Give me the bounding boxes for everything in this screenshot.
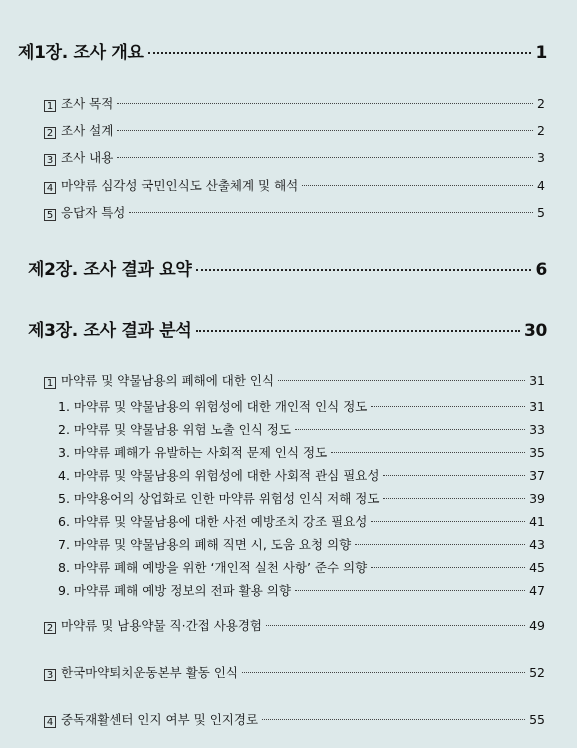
section-title: 조사 목적 xyxy=(61,96,114,111)
section-number-box: 3 xyxy=(44,154,56,166)
section-title: 응답자 특성 xyxy=(61,205,126,220)
toc-chapter-2[interactable] xyxy=(28,255,547,280)
section-title: 중독재활센터 인지 여부 및 인지경로 xyxy=(61,712,259,727)
section-page: 3 xyxy=(537,150,545,165)
section-number-box: 2 xyxy=(44,622,56,634)
dot-leader xyxy=(262,719,525,720)
subitem-title: 6. 마약류 및 약물남용에 대한 사전 예방조치 강조 필요성 xyxy=(58,514,368,529)
subitem-page: 39 xyxy=(529,491,545,506)
subitem-page: 43 xyxy=(529,537,545,552)
dot-leader xyxy=(383,498,525,499)
section-title: 한국마약퇴치운동본부 활동 인식 xyxy=(61,665,238,680)
toc-chapter-3[interactable] xyxy=(28,316,547,341)
subitem-title: 7. 마약류 및 약물남용의 폐해 직면 시, 도움 요청 의향 xyxy=(58,537,352,552)
section-page: 49 xyxy=(529,618,545,633)
section-number-box: 4 xyxy=(44,182,56,194)
toc-section[interactable] xyxy=(44,94,545,112)
section-page: 55 xyxy=(529,712,545,727)
dot-leader xyxy=(117,130,533,131)
section-page: 4 xyxy=(537,178,545,193)
section-number-box: 1 xyxy=(44,100,56,112)
dot-leader xyxy=(117,103,533,104)
subitem-page: 47 xyxy=(529,583,545,598)
dot-leader xyxy=(295,590,525,591)
subitem-title: 1. 마약류 및 약물남용의 위험성에 대한 개인적 인식 정도 xyxy=(58,399,368,414)
toc-section[interactable] xyxy=(44,176,545,194)
dot-leader xyxy=(383,475,525,476)
section-title: 마약류 및 남용약물 직·간접 사용경험 xyxy=(61,618,262,633)
section-page: 2 xyxy=(537,123,545,138)
dot-leader xyxy=(371,406,525,407)
subitem-title: 2. 마약류 및 약물남용 위험 노출 인식 정도 xyxy=(58,422,291,437)
section-page: 52 xyxy=(529,665,545,680)
toc-section[interactable] xyxy=(44,371,545,389)
dot-leader xyxy=(371,567,525,568)
section-page: 31 xyxy=(529,373,545,388)
chapter-page: 30 xyxy=(523,321,547,341)
toc-subitem[interactable] xyxy=(58,512,545,530)
dot-leader xyxy=(196,269,532,271)
chapter-page: 1 xyxy=(535,43,547,63)
toc-subitem[interactable] xyxy=(58,397,545,415)
toc-subitem[interactable] xyxy=(58,535,545,553)
dot-leader xyxy=(331,452,525,453)
subitem-page: 33 xyxy=(529,422,545,437)
subitem-title: 4. 마약류 및 약물남용의 위험성에 대한 사회적 관심 필요성 xyxy=(58,468,380,483)
dot-leader xyxy=(355,544,525,545)
toc-chapter-1[interactable] xyxy=(18,38,547,63)
toc-section[interactable] xyxy=(44,121,545,139)
section-number-box: 1 xyxy=(44,377,56,389)
toc-subitem[interactable] xyxy=(58,443,545,461)
dot-leader xyxy=(129,212,533,213)
dot-leader xyxy=(266,625,525,626)
subitem-page: 35 xyxy=(529,445,545,460)
chapter-title: 제1장. 조사 개요 xyxy=(18,43,144,63)
section-page: 5 xyxy=(537,205,545,220)
section-title: 마약류 및 약물남용의 폐해에 대한 인식 xyxy=(61,373,275,388)
dot-leader xyxy=(302,185,533,186)
toc-section[interactable] xyxy=(44,663,545,681)
section-page: 2 xyxy=(537,96,545,111)
chapter-title: 제3장. 조사 결과 분석 xyxy=(28,321,192,341)
section-number-box: 2 xyxy=(44,127,56,139)
toc-section[interactable] xyxy=(44,203,545,221)
toc-subitem[interactable] xyxy=(58,466,545,484)
toc-section[interactable] xyxy=(44,710,545,728)
section-number-box: 5 xyxy=(44,209,56,221)
toc-section[interactable] xyxy=(44,148,545,166)
dot-leader xyxy=(117,157,533,158)
subitem-title: 8. 마약류 폐해 예방을 위한 ‘개인적 실천 사항’ 준수 의향 xyxy=(58,560,368,575)
subitem-page: 37 xyxy=(529,468,545,483)
subitem-title: 5. 마약용어의 상업화로 인한 마약류 위험성 인식 저해 정도 xyxy=(58,491,380,506)
chapter-page: 6 xyxy=(535,260,547,280)
section-title: 조사 설계 xyxy=(61,123,114,138)
dot-leader xyxy=(148,52,532,54)
dot-leader xyxy=(242,672,525,673)
section-title: 마약류 심각성 국민인식도 산출체계 및 해석 xyxy=(61,178,299,193)
chapter-title: 제2장. 조사 결과 요약 xyxy=(28,260,192,280)
dot-leader xyxy=(278,380,525,381)
subitem-page: 31 xyxy=(529,399,545,414)
toc-subitem[interactable] xyxy=(58,489,545,507)
subitem-title: 3. 마약류 폐해가 유발하는 사회적 문제 인식 정도 xyxy=(58,445,328,460)
toc-subitem[interactable] xyxy=(58,420,545,438)
subitem-title: 9. 마약류 폐해 예방 정보의 전파 활용 의향 xyxy=(58,583,291,598)
section-title: 조사 내용 xyxy=(61,150,114,165)
section-number-box: 4 xyxy=(44,716,56,728)
dot-leader xyxy=(371,521,525,522)
section-number-box: 3 xyxy=(44,669,56,681)
dot-leader xyxy=(295,429,525,430)
toc-section[interactable] xyxy=(44,616,545,634)
toc-subitem[interactable] xyxy=(58,558,545,576)
subitem-page: 41 xyxy=(529,514,545,529)
toc-subitem[interactable] xyxy=(58,581,545,599)
subitem-page: 45 xyxy=(529,560,545,575)
dot-leader xyxy=(196,330,520,332)
